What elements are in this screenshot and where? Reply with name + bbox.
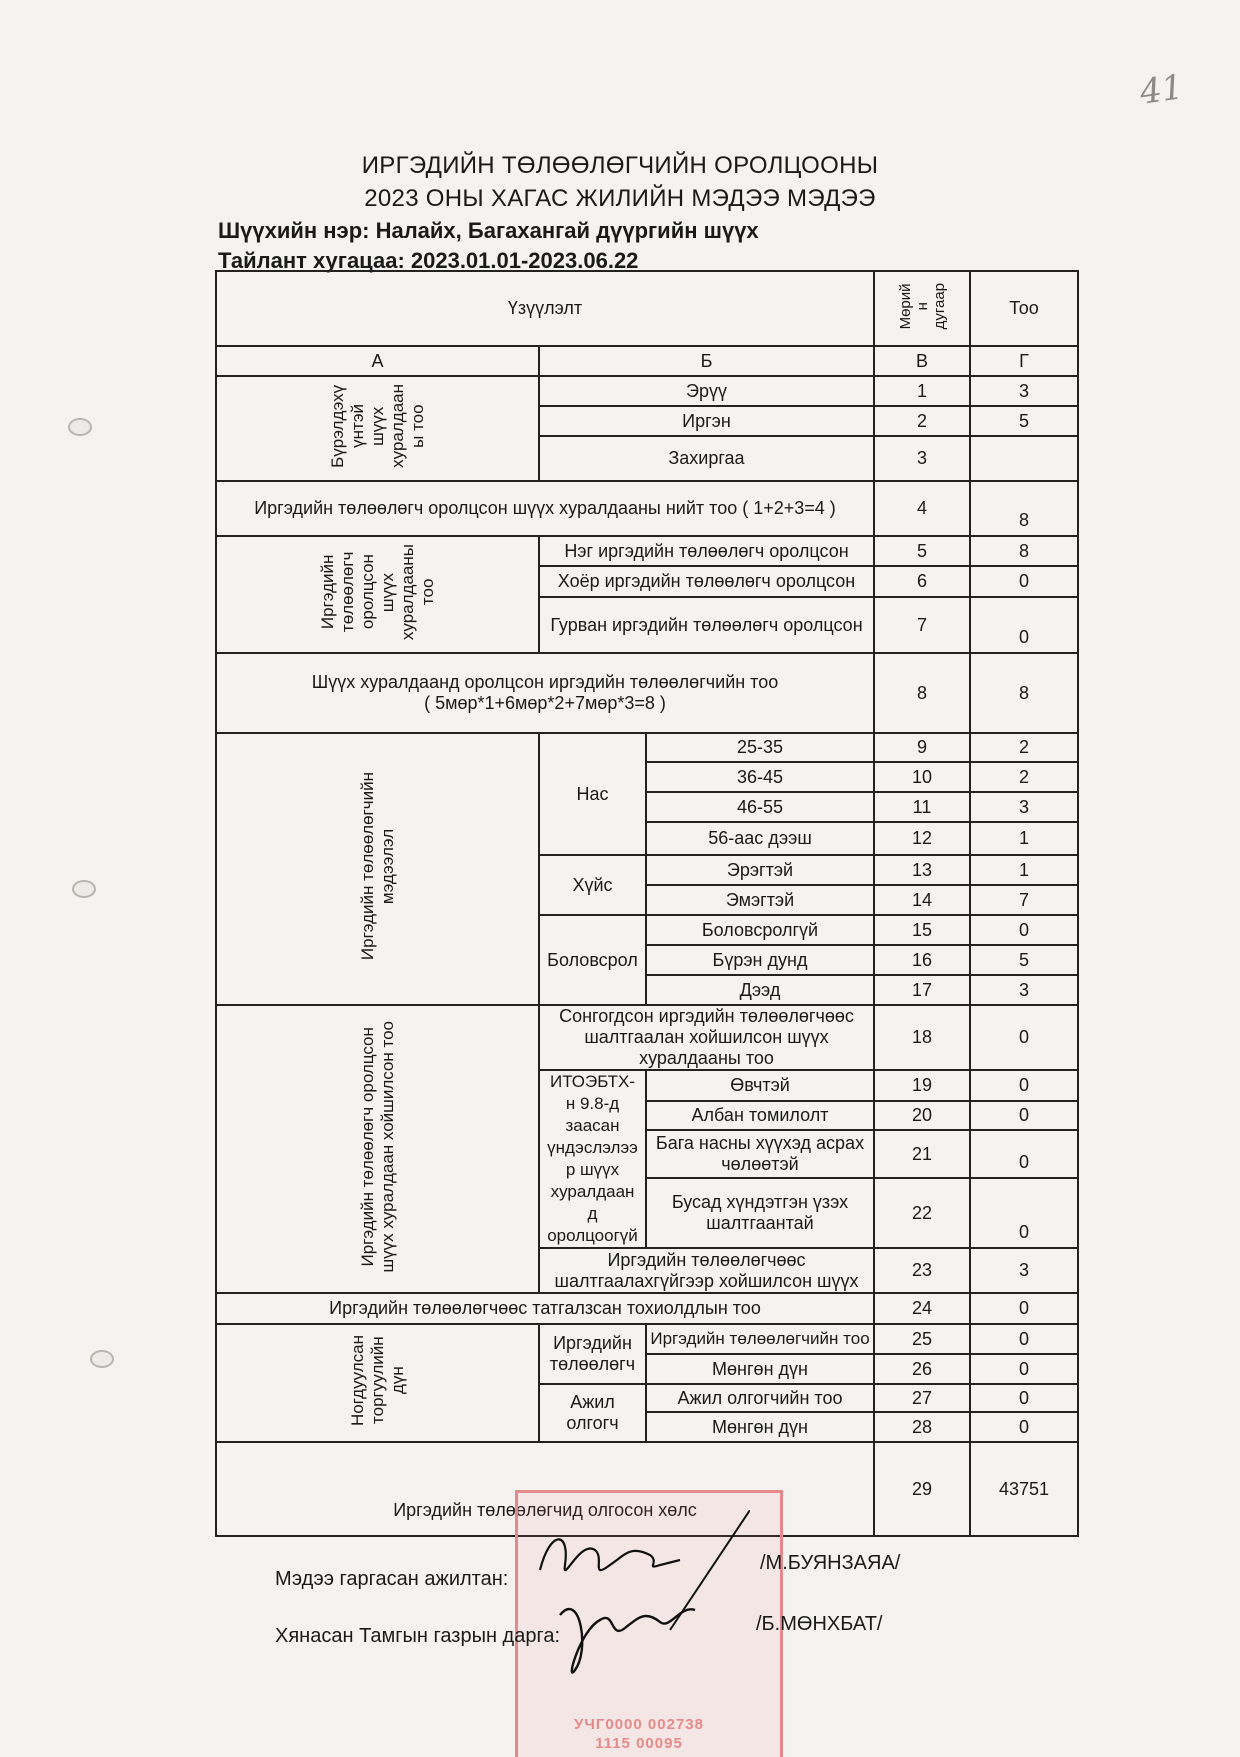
- row-label: Бага насны хүүхэд асрах чөлөөтэй: [646, 1130, 874, 1178]
- row-label: Иргэдийн төлөөлөгчөөс шалтгаалахгүйгээр хойшилсон шүүх: [539, 1248, 874, 1293]
- header-count: Тоо: [970, 271, 1078, 346]
- row-number: 7: [874, 597, 970, 653]
- court-name: Шүүхийн нэр: Налайх, Багахангай дүүргийн шүүх: [218, 218, 759, 243]
- row-label: Эмэгтэй: [646, 885, 874, 915]
- row-value: 5: [970, 406, 1078, 436]
- row-label: Мөнгөн дүн: [646, 1412, 874, 1442]
- row-number: 23: [874, 1248, 970, 1293]
- row-value: 2: [970, 762, 1078, 792]
- row-number: 14: [874, 885, 970, 915]
- row-value: 0: [970, 1070, 1078, 1101]
- group-representative-info: Иргэдийн төлөөлөгчийн мэдээлэл: [216, 733, 539, 1005]
- checked-by-name: /Б.МӨНХБАТ/: [756, 1613, 883, 1635]
- page-number: 41: [1137, 67, 1186, 113]
- row-label: Иргэн: [539, 406, 874, 436]
- row-label: Захиргаа: [539, 436, 874, 481]
- row-value: 3: [970, 792, 1078, 822]
- report-table: [215, 270, 1079, 1537]
- row-number: 28: [874, 1412, 970, 1442]
- row-number: 29: [874, 1442, 970, 1536]
- row-number: 5: [874, 536, 970, 566]
- row-value: 0: [970, 1412, 1078, 1442]
- row-label: Өвчтэй: [646, 1070, 874, 1101]
- row-label: Бүрэн дунд: [646, 945, 874, 975]
- row-label: 56-аас дээш: [646, 822, 874, 855]
- row-number: 16: [874, 945, 970, 975]
- report-period: Тайлант хугацаа: 2023.01.01-2023.06.22: [218, 248, 639, 273]
- row-value: 8: [970, 653, 1078, 733]
- row-value: 8: [970, 536, 1078, 566]
- group-composition: Бүрэлдэхү үнтэй шүүх хуралдаан ы тоо: [216, 376, 539, 481]
- prepared-by-label: Мэдээ гаргасан ажилтан:: [275, 1568, 509, 1590]
- row-value: 3: [970, 975, 1078, 1005]
- row-label: Иргэдийн төлөөлөгч оролцсон шүүх хуралдааны нийт тоо ( 1+2+3=4 ): [216, 481, 874, 536]
- row-number: 2: [874, 406, 970, 436]
- row-value: 5: [970, 945, 1078, 975]
- row-label: Иргэдийн төлөөлөгчид олгосон хөлс: [216, 1442, 874, 1536]
- row-number: 21: [874, 1130, 970, 1178]
- row-number: 17: [874, 975, 970, 1005]
- row-number: 8: [874, 653, 970, 733]
- row-value: 2: [970, 733, 1078, 762]
- subgroup-sex: Хүйс: [539, 855, 646, 915]
- row-number: 9: [874, 733, 970, 762]
- row-number: 4: [874, 481, 970, 536]
- row-number: 6: [874, 566, 970, 597]
- row-label: Албан томилолт: [646, 1101, 874, 1130]
- row-label: Хоёр иргэдийн төлөөлөгч оролцсон: [539, 566, 874, 597]
- row-value: 0: [970, 1005, 1078, 1070]
- row-value: 0: [970, 1101, 1078, 1130]
- row-number: 25: [874, 1324, 970, 1354]
- row-number: 10: [874, 762, 970, 792]
- row-number: 12: [874, 822, 970, 855]
- row-number: 15: [874, 915, 970, 945]
- row-number: 27: [874, 1384, 970, 1412]
- prepared-by-name: /М.БУЯНЗАЯА/: [760, 1552, 901, 1574]
- row-value: 1: [970, 822, 1078, 855]
- col-letter-g: Г: [970, 346, 1078, 376]
- row-value: 1: [970, 855, 1078, 885]
- row-label: Гурван иргэдийн төлөөлөгч оролцсон: [539, 597, 874, 653]
- subgroup-representative: Иргэдийн төлөөлөгч: [539, 1324, 646, 1384]
- punch-hole: [90, 1350, 114, 1368]
- row-value: 43751: [970, 1442, 1078, 1536]
- row-number: 11: [874, 792, 970, 822]
- row-label: Дээд: [646, 975, 874, 1005]
- row-label: Нэг иргэдийн төлөөлөгч оролцсон: [539, 536, 874, 566]
- row-number: 1: [874, 376, 970, 406]
- row-value: 0: [970, 1130, 1078, 1178]
- row-value: 0: [970, 1178, 1078, 1248]
- row-number: 18: [874, 1005, 970, 1070]
- row-number: 13: [874, 855, 970, 885]
- row-value: [970, 436, 1078, 481]
- header-indicator: Үзүүлэлт: [216, 271, 874, 346]
- row-label: 25-35: [646, 733, 874, 762]
- row-label: 36-45: [646, 762, 874, 792]
- punch-hole: [68, 418, 92, 436]
- row-number: 26: [874, 1354, 970, 1384]
- row-value: 0: [970, 1354, 1078, 1384]
- row-number: 22: [874, 1178, 970, 1248]
- row-value: 0: [970, 915, 1078, 945]
- punch-hole: [72, 880, 96, 898]
- signatures: [520, 1510, 750, 1685]
- row-number: 19: [874, 1070, 970, 1101]
- row-value: 0: [970, 1324, 1078, 1354]
- subgroup-education: Боловсрол: [539, 915, 646, 1005]
- col-letter-v: В: [874, 346, 970, 376]
- row-value: 0: [970, 1384, 1078, 1412]
- group-participation: Иргэдийн төлөөлөгч оролцсон шүүх хуралдааны тоо: [216, 536, 539, 653]
- row-label: Шүүх хуралдаанд оролцсон иргэдийн төлөөлөгчийн тоо ( 5мөр*1+6мөр*2+7мөр*3=8 ): [216, 653, 874, 733]
- row-label: 46-55: [646, 792, 874, 822]
- subgroup-age: Нас: [539, 733, 646, 855]
- row-number: 20: [874, 1101, 970, 1130]
- row-label: Ажил олгогчийн тоо: [646, 1384, 874, 1412]
- row-value: 8: [970, 481, 1078, 536]
- row-value: 0: [970, 566, 1078, 597]
- checked-by-label: Хянасан Тамгын газрын дарга:: [275, 1625, 560, 1647]
- col-letter-a: А: [216, 346, 539, 376]
- subgroup-employer: Ажил олгогч: [539, 1384, 646, 1442]
- row-label: Иргэдийн төлөөлөгчөөс татгалзсан тохиолдлын тоо: [216, 1293, 874, 1324]
- row-number: 24: [874, 1293, 970, 1324]
- row-value: 3: [970, 376, 1078, 406]
- row-label: Иргэдийн төлөөлөгчийн тоо: [646, 1324, 874, 1354]
- row-value: 7: [970, 885, 1078, 915]
- row-label: Сонгогдсон иргэдийн төлөөлөгчөөс шалтгаалан хойшилсон шүүх хуралдааны тоо: [539, 1005, 874, 1070]
- group-postponed: Иргэдийн төлөөлөгч оролцсон шүүх хуралдаан хойшилсон тоо: [216, 1005, 539, 1293]
- row-label: Боловсролгүй: [646, 915, 874, 945]
- row-label: Эрэгтэй: [646, 855, 874, 885]
- report-title-line2: 2023 ОНЫ ХАГАС ЖИЛИЙН МЭДЭЭ МЭДЭЭ: [364, 185, 876, 212]
- row-label: Эрүү: [539, 376, 874, 406]
- row-label: Бусад хүндэтгэн үзэх шалтгаантай: [646, 1178, 874, 1248]
- col-letter-b: Б: [539, 346, 874, 376]
- row-value: 3: [970, 1248, 1078, 1293]
- row-label: Мөнгөн дүн: [646, 1354, 874, 1384]
- subgroup-law-article: ИТОЭБТХ- н 9.8-д заасан үндэслэлээ р шүүх хуралдаан д оролцоогүй: [539, 1070, 646, 1248]
- row-value: 0: [970, 597, 1078, 653]
- header-row-number: Мөрий н дугаар: [874, 271, 970, 346]
- row-number: 3: [874, 436, 970, 481]
- group-fines: Ногдуулсан торгуулийн дүн: [216, 1324, 539, 1442]
- report-title-line1: ИРГЭДИЙН ТӨЛӨӨЛӨГЧИЙН ОРОЛЦООНЫ: [361, 152, 879, 179]
- official-stamp: УЧГ0000 002738 1115 00095: [515, 1490, 783, 1757]
- row-value: 0: [970, 1293, 1078, 1324]
